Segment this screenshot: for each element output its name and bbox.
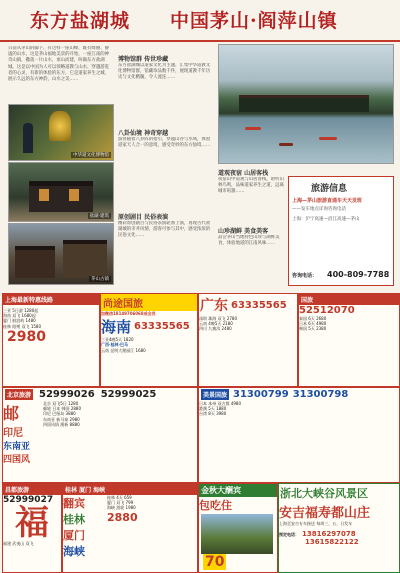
section-text: 品尝茅山当地特色山珍与湖鲜美食，体验地道的江南风味…… <box>218 235 280 247</box>
golden-statue-shape <box>49 111 71 141</box>
ad-big-char: 邮 <box>3 404 20 423</box>
ad-destination: 翻宾 <box>63 497 85 510</box>
ad-phone[interactable]: 52999025 <box>100 389 157 400</box>
intro-text: 日前从茅山的脚下，有这样一座山峰，既有绮丽、静谧的山水，这是茅山福地美景的开始，一座江南的神奇山镇，撒落一片山水，承山而建，叫做东方盐湖城。这是以中国为人可以领略道教与山水、穿越游览者的心灵，有新的体验的东方，它是道家养生之城，展示久远的东方神韵，山水之美…… <box>8 46 109 83</box>
ad-line: 韩国 5天 2380 <box>299 326 327 332</box>
ad-block[interactable] <box>198 387 400 483</box>
boat-shape <box>245 127 261 130</box>
ad-line: 台湾 8天 3980 <box>199 411 227 417</box>
ad-destination: 印尼 <box>3 428 23 439</box>
ad-line: 印尼 巴厘岛 3880 <box>43 411 76 417</box>
ad-line: 福建 武夷山 双飞 <box>3 541 34 546</box>
ad-block[interactable] <box>2 387 198 483</box>
ad-line: 桂林 阳朔 双飞 1580 <box>3 323 41 329</box>
ad-line: 东南亚 新马泰 2980 <box>43 416 80 422</box>
ad-title: 安吉福寿都山庄 <box>279 506 371 521</box>
ad-header: 尚途国旅 <box>101 294 197 311</box>
lake-photo <box>218 44 394 164</box>
ad-destination: 桂林 <box>63 513 85 526</box>
travel-info-box <box>288 176 394 286</box>
section-heading: 博物馆群 传世珍藏 <box>118 56 169 63</box>
ad-line: 四川 九寨沟 2480 <box>199 326 232 332</box>
ad-phone[interactable]: 31300798 <box>292 389 349 400</box>
ad-header: 桂林 厦门 海峡 <box>63 484 197 495</box>
pavilion-row-shape <box>239 95 369 112</box>
ad-phone[interactable]: 52512070 <box>299 305 355 316</box>
ad-phone[interactable]: 13816297078 <box>302 530 356 539</box>
ad-price: 2980 <box>7 328 46 345</box>
ad-phone[interactable]: 52999027 <box>3 495 54 505</box>
ad-phone[interactable]: 63335565 <box>231 299 287 311</box>
section-text: 精彩原创剧目与民俗表演轮番上演，再现古代盐湖城的市井风情，游客可参与其中，感受浓浓的民俗文化…… <box>118 221 211 239</box>
ad-line: 港澳 5天 1880 <box>199 406 227 412</box>
ad-header: 北京旅游 <box>5 389 33 400</box>
travel-info-title: 旅游信息 <box>311 184 348 194</box>
section-text: 夜宿山中道观与山居客栈，聆听山林鸟鸣，品味道家养生之道，远离城市喧嚣…… <box>218 177 284 195</box>
photo-caption: 中华道文化博物馆 <box>73 153 109 158</box>
ad-line: 海南 双飞 1680起 <box>3 313 36 319</box>
ad-destination: 四国风 <box>3 455 31 465</box>
section-heading: 八卦仙境 神奇穿越 <box>118 130 169 137</box>
visitor-silhouette <box>23 123 33 153</box>
ad-line: 邮轮 日本 韩国 2880 <box>43 406 81 412</box>
ad-destination: 厦门 <box>63 529 85 542</box>
ad-header: 金秋大酬宾 <box>199 484 277 497</box>
ad-line: 四国风情 澳新 8880 <box>43 421 80 427</box>
section-heading: 道观夜宿 山居客栈 <box>218 170 269 177</box>
travel-info-line: 上海：沪宁高速—沿江高速—茅山 <box>292 217 360 222</box>
ad-block[interactable] <box>198 293 298 387</box>
travel-info-line: ——发车地点详询咨询电话 <box>292 207 346 212</box>
ad-destination: 广东 <box>200 298 228 314</box>
boat-shape <box>279 143 293 146</box>
ad-line: 泰国 6天 2680 <box>299 316 327 321</box>
ad-block[interactable] <box>298 293 400 387</box>
ad-headline: 包吃住 <box>199 499 232 512</box>
ad-header: 国旅 <box>299 294 399 305</box>
ad-line: 北京 双飞5日 1280 <box>43 401 79 406</box>
ad-phone[interactable]: 13615822122 <box>305 538 359 547</box>
building-shape <box>63 240 107 278</box>
ad-block[interactable] <box>198 483 278 573</box>
masthead <box>0 0 400 42</box>
photo-caption: 茅山古镇 <box>91 277 109 282</box>
town-photo <box>8 223 114 285</box>
ad-line: 厦门 鼓浪屿 1480 <box>3 318 36 324</box>
ad-wechat: 加微信18149706068成会员 <box>101 311 156 316</box>
ad-line: 厦门 双飞 799 <box>107 500 134 506</box>
ad-header: 昌都旅游 <box>3 484 61 495</box>
gate-shape <box>15 246 55 278</box>
ad-line: 海峡 游轮 1980 <box>107 505 136 511</box>
ad-line: 三亚4晚5天 1820 <box>101 337 134 343</box>
window-shape <box>69 189 79 201</box>
phone-number: 400-809-7788 <box>327 270 390 279</box>
ad-line: 三亚 5日游 1280起 <box>3 308 39 313</box>
ad-block[interactable] <box>278 483 400 573</box>
ad-phone[interactable]: 52999026 <box>39 389 95 400</box>
section-heading: 山珍湖鲜 美食美客 <box>218 228 269 235</box>
ad-block[interactable] <box>62 483 198 573</box>
ad-phone[interactable]: 63335565 <box>134 321 190 333</box>
section-heading: 原创剧目 民俗表演 <box>118 214 169 221</box>
ad-line: 日本 6天 4980 <box>299 321 327 327</box>
ad-line: 日本 本州 双古都 4980 <box>199 401 241 406</box>
ad-big-char: 福 <box>15 503 49 543</box>
ad-line: 桂林 4天 659 <box>107 495 132 500</box>
ad-line: 云南 4晚5天 2180 <box>199 321 233 327</box>
ad-price: 2880 <box>107 510 138 524</box>
ad-price: 70 <box>205 554 225 570</box>
section-text: 东方盐湖城以道家文化为主题，汇集中华道教文化博物馆群，馆藏珍品数千件，展现道教千年历史与文化精髓，令人流连…… <box>118 63 211 81</box>
travel-info-line: 上海—茅山旅游直通车天天发班 <box>292 198 363 204</box>
ad-block[interactable] <box>2 293 100 387</box>
ad-block[interactable] <box>100 293 198 387</box>
boat-shape <box>319 137 337 140</box>
phone-label: 预定电话： <box>279 531 299 537</box>
masthead-title-left: 东方盐湖城 <box>30 10 131 32</box>
architecture-photo <box>8 162 114 222</box>
museum-photo <box>8 104 114 161</box>
ad-phone[interactable]: 31300799 <box>233 389 289 400</box>
section-text: 游客随着八卦阵的指引，穿越山谷与水域，体验道家天人合一的意境，感受奇妙的东方仙境…… <box>118 137 211 149</box>
window-shape <box>39 189 49 201</box>
ad-destination: 海南 <box>101 318 132 337</box>
ad-header: 美景国旅 <box>201 389 229 400</box>
ad-header: 浙北大峡谷风景区 <box>280 487 368 500</box>
resort-photo <box>201 514 273 554</box>
ad-destination: 东南亚 <box>3 442 31 452</box>
masthead-title-right: 中国茅山·阎萍山镇 <box>170 10 338 32</box>
ad-line: 广西·桂林·巴马 <box>101 342 129 348</box>
ad-header: 上海最新特惠线路 <box>3 294 99 305</box>
phone-label: 咨询电话： <box>292 273 318 279</box>
ad-line: 深圳 珠海 双飞 2780 <box>199 316 237 321</box>
ad-block[interactable] <box>2 483 62 573</box>
ad-line: 上海至安吉专车接送 每周三、五、日发车 <box>279 521 353 526</box>
ad-line: 云南 昆明大理丽江 1680 <box>101 347 146 353</box>
photo-caption: 盐湖·建筑 <box>89 214 109 219</box>
ad-destination: 海峡 <box>63 545 85 558</box>
